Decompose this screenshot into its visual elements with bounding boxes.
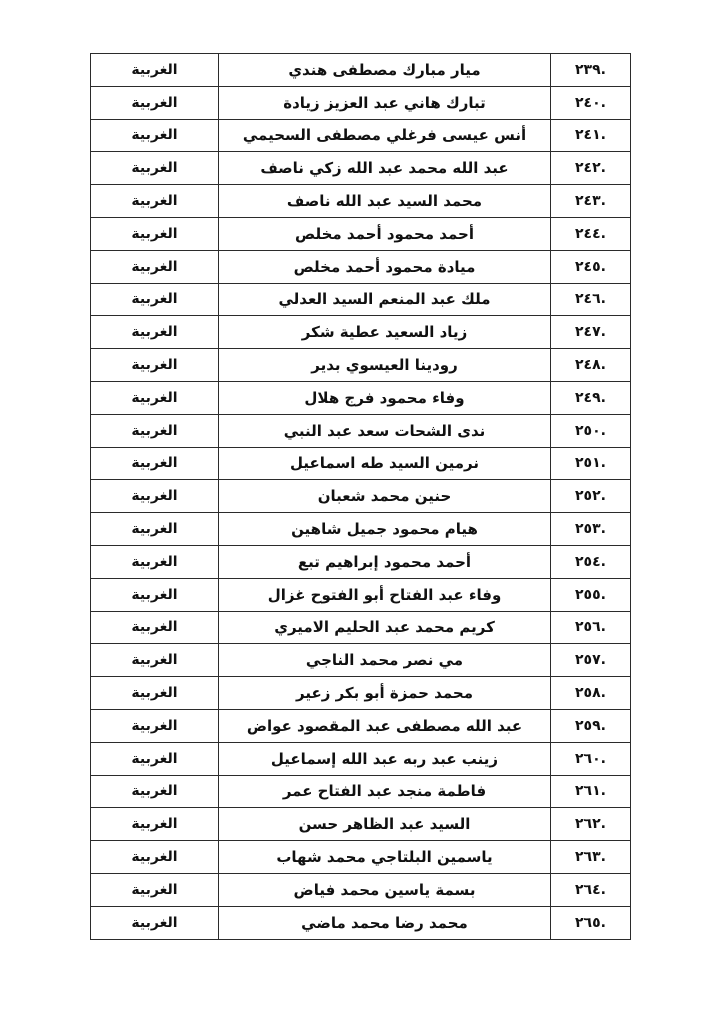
governorate: الغربية [91, 906, 219, 939]
row-number: .٢٣٩ [551, 54, 631, 87]
governorate: الغربية [91, 316, 219, 349]
governorate: الغربية [91, 447, 219, 480]
table-row [91, 906, 631, 939]
table-row [91, 414, 631, 447]
row-number: .٢٦٠ [551, 742, 631, 775]
table-row [91, 873, 631, 906]
governorate: الغربية [91, 480, 219, 513]
governorate: الغربية [91, 742, 219, 775]
governorate: الغربية [91, 709, 219, 742]
table-row [91, 250, 631, 283]
person-name: كريم محمد عبد الحليم الاميري [219, 611, 551, 644]
governorate: الغربية [91, 677, 219, 710]
row-number: .٢٤٣ [551, 185, 631, 218]
governorate: الغربية [91, 152, 219, 185]
person-name: أحمد محمود أحمد مخلص [219, 217, 551, 250]
person-name: أحمد محمود إبراهيم تبع [219, 545, 551, 578]
governorate: الغربية [91, 349, 219, 382]
person-name: ياسمين البلتاجي محمد شهاب [219, 841, 551, 874]
table-row [91, 119, 631, 152]
governorate: الغربية [91, 381, 219, 414]
governorate: الغربية [91, 611, 219, 644]
person-name: ميار مبارك مصطفى هندي [219, 54, 551, 87]
governorate: الغربية [91, 808, 219, 841]
table-row [91, 578, 631, 611]
governorate: الغربية [91, 119, 219, 152]
person-name: وفاء محمود فرج هلال [219, 381, 551, 414]
row-number: .٢٥٧ [551, 644, 631, 677]
person-name: ميادة محمود أحمد مخلص [219, 250, 551, 283]
table-row [91, 742, 631, 775]
table-row [91, 152, 631, 185]
governorate: الغربية [91, 414, 219, 447]
table-row [91, 480, 631, 513]
governorate: الغربية [91, 545, 219, 578]
governorate: الغربية [91, 841, 219, 874]
person-name: عبد الله مصطفى عبد المقصود عواض [219, 709, 551, 742]
person-name: السيد عبد الظاهر حسن [219, 808, 551, 841]
table-row [91, 775, 631, 808]
person-name: ندى الشحات سعد عبد النبي [219, 414, 551, 447]
row-number: .٢٥٠ [551, 414, 631, 447]
table-row [91, 283, 631, 316]
governorate: الغربية [91, 86, 219, 119]
person-name: رودينا العيسوي بدير [219, 349, 551, 382]
row-number: .٢٥٣ [551, 513, 631, 546]
governorate: الغربية [91, 578, 219, 611]
row-number: .٢٤٢ [551, 152, 631, 185]
row-number: .٢٤٩ [551, 381, 631, 414]
table-row [91, 185, 631, 218]
table-row [91, 316, 631, 349]
table-row [91, 513, 631, 546]
table-row [91, 349, 631, 382]
person-name: بسمة ياسين محمد فياض [219, 873, 551, 906]
governorate: الغربية [91, 54, 219, 87]
row-number: .٢٥٨ [551, 677, 631, 710]
table-row [91, 217, 631, 250]
table-row [91, 644, 631, 677]
governorate: الغربية [91, 775, 219, 808]
person-name: وفاء عبد الفتاح أبو الفتوح غزال [219, 578, 551, 611]
governorate: الغربية [91, 283, 219, 316]
person-name: فاطمة منجد عبد الفتاح عمر [219, 775, 551, 808]
person-name: أنس عيسى فرغلي مصطفى السحيمي [219, 119, 551, 152]
table-row [91, 841, 631, 874]
governorate: الغربية [91, 873, 219, 906]
table-row [91, 611, 631, 644]
table-body [91, 54, 631, 940]
row-number: .٢٥٤ [551, 545, 631, 578]
person-name: محمد رضا محمد ماضي [219, 906, 551, 939]
table-row [91, 709, 631, 742]
row-number: .٢٥٩ [551, 709, 631, 742]
row-number: .٢٦٣ [551, 841, 631, 874]
person-name: ملك عبد المنعم السيد العدلي [219, 283, 551, 316]
row-number: .٢٤٦ [551, 283, 631, 316]
person-name: محمد حمزة أبو بكر زعير [219, 677, 551, 710]
row-number: .٢٦١ [551, 775, 631, 808]
person-name: مي نصر محمد الناجي [219, 644, 551, 677]
table-row [91, 54, 631, 87]
governorate: الغربية [91, 185, 219, 218]
person-name: تبارك هاني عبد العزيز زيادة [219, 86, 551, 119]
table-row [91, 545, 631, 578]
table-row [91, 86, 631, 119]
row-number: .٢٤٧ [551, 316, 631, 349]
row-number: .٢٥١ [551, 447, 631, 480]
row-number: .٢٦٤ [551, 873, 631, 906]
person-name: زينب عبد ربه عبد الله إسماعيل [219, 742, 551, 775]
governorate: الغربية [91, 217, 219, 250]
row-number: .٢٥٢ [551, 480, 631, 513]
person-name: حنين محمد شعبان [219, 480, 551, 513]
table-row [91, 677, 631, 710]
row-number: .٢٦٢ [551, 808, 631, 841]
table-row [91, 808, 631, 841]
names-table [90, 53, 631, 940]
row-number: .٢٦٥ [551, 906, 631, 939]
person-name: محمد السيد عبد الله ناصف [219, 185, 551, 218]
table-row [91, 381, 631, 414]
person-name: زياد السعيد عطية شكر [219, 316, 551, 349]
person-name: هيام محمود جميل شاهين [219, 513, 551, 546]
row-number: .٢٤١ [551, 119, 631, 152]
person-name: نرمين السيد طه اسماعيل [219, 447, 551, 480]
row-number: .٢٥٦ [551, 611, 631, 644]
row-number: .٢٤٠ [551, 86, 631, 119]
governorate: الغربية [91, 250, 219, 283]
table-row [91, 447, 631, 480]
row-number: .٢٥٥ [551, 578, 631, 611]
row-number: .٢٤٨ [551, 349, 631, 382]
row-number: .٢٤٥ [551, 250, 631, 283]
person-name: عبد الله محمد عبد الله زكي ناصف [219, 152, 551, 185]
governorate: الغربية [91, 513, 219, 546]
row-number: .٢٤٤ [551, 217, 631, 250]
governorate: الغربية [91, 644, 219, 677]
